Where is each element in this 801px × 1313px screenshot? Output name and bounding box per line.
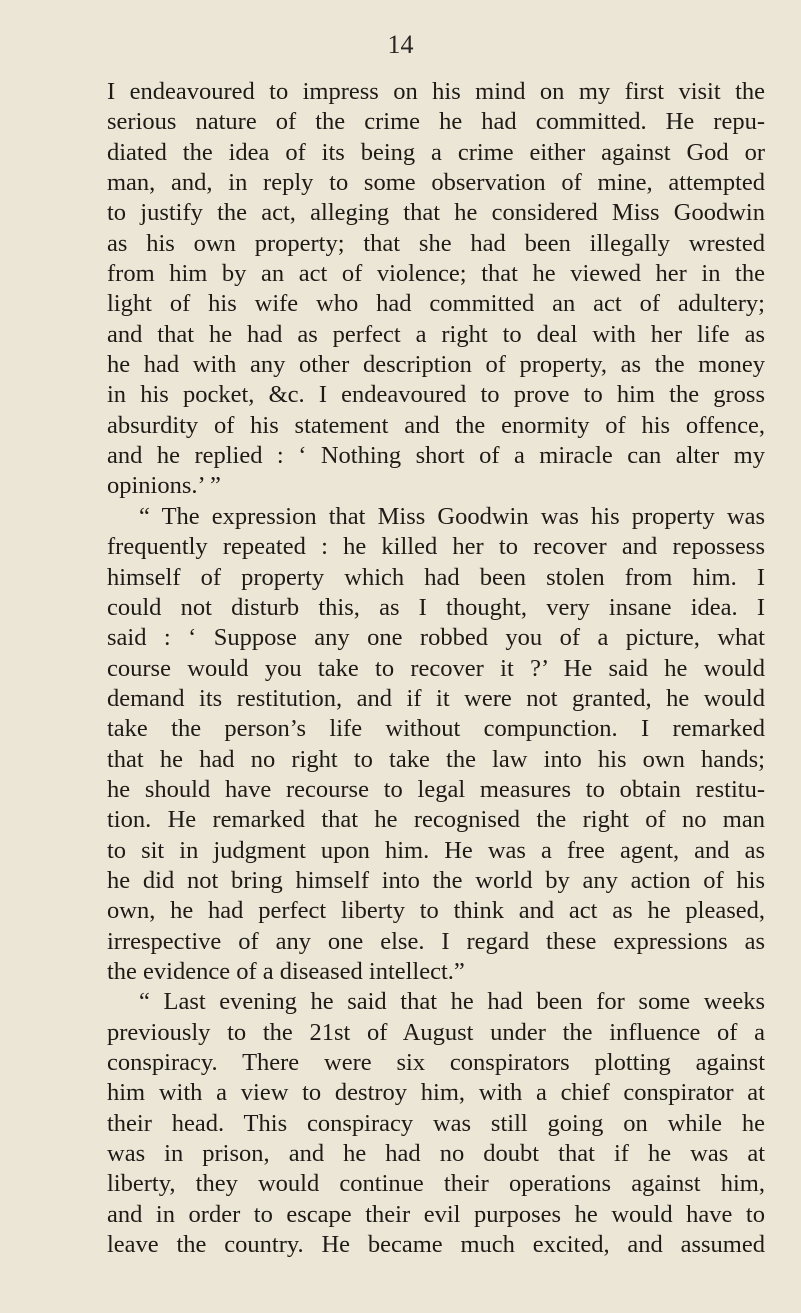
text-line: their head. This conspiracy was still going on while he (107, 1109, 765, 1137)
text-line: that he had no right to take the law into his own hands; (107, 745, 765, 773)
text-line: said : ‘ Suppose any one robbed you of a picture, what (107, 624, 765, 652)
text-line: from him by an act of violence; that he viewed her in the (107, 260, 765, 288)
text-line: him with a view to destroy him, with a chief conspirator at (107, 1079, 765, 1107)
text-line: “ The expression that Miss Goodwin was his property was (139, 502, 765, 530)
text-line: and he replied : ‘ Nothing short of a miracle can alter my (107, 442, 765, 470)
text-line: opinions.’ ” (107, 472, 221, 500)
text-line: and in order to escape their evil purposes he would have to (107, 1200, 765, 1228)
text-line: in his pocket, &c. I endeavoured to prove to him the gross (107, 381, 765, 409)
text-line: take the person’s life without compunction. I remarked (107, 715, 765, 743)
text-line: man, and, in reply to some observation of mine, attempted (107, 169, 765, 197)
text-line: leave the country. He became much excited, and assumed (107, 1231, 765, 1259)
text-line: to sit in judgment upon him. He was a free agent, and as (107, 836, 765, 864)
text-line: light of his wife who had committed an act of adultery; (107, 290, 765, 318)
text-line: serious nature of the crime he had committed. He repu- (107, 108, 765, 136)
text-line: irrespective of any one else. I regard these expressions as (107, 927, 765, 955)
text-line: he did not bring himself into the world by any action of his (107, 866, 765, 894)
text-line: himself of property which had been stolen from him. I (107, 563, 765, 591)
text-line: frequently repeated : he killed her to recover and repossess (107, 533, 765, 561)
text-line: as his own property; that she had been illegally wrested (107, 229, 765, 257)
text-line: course would you take to recover it ?’ He said he would (107, 654, 765, 682)
text-line: was in prison, and he had no doubt that if he was at (107, 1140, 765, 1168)
text-line: to justify the act, alleging that he considered Miss Goodwin (107, 199, 765, 227)
text-line: he should have recourse to legal measures to obtain restitu- (107, 775, 765, 803)
text-line: could not disturb this, as I thought, very insane idea. I (107, 593, 765, 621)
text-line: liberty, they would continue their operations against him, (107, 1170, 765, 1198)
text-line: he had with any other description of property, as the money (107, 351, 765, 379)
text-line: previously to the 21st of August under the influence of a (107, 1018, 765, 1046)
text-line: diated the idea of its being a crime either against God or (107, 138, 765, 166)
text-line: tion. He remarked that he recognised the right of no man (107, 806, 765, 834)
text-line: own, he had perfect liberty to think and act as he pleased, (107, 897, 765, 925)
text-line: conspiracy. There were six conspirators plotting against (107, 1049, 765, 1076)
text-line: absurdity of his statement and the enormity of his offence, (107, 411, 765, 439)
page-number: 14 (387, 30, 414, 59)
text-line: “ Last evening he said that he had been for some weeks (139, 988, 765, 1016)
text-line: and that he had as perfect a right to deal with her life as (107, 320, 765, 348)
text-line: demand its restitution, and if it were not granted, he would (107, 684, 765, 712)
text-line: I endeavoured to impress on his mind on my first visit the (107, 78, 765, 105)
body-text (107, 77, 765, 1260)
text-line: the evidence of a diseased intellect.” (107, 957, 465, 985)
